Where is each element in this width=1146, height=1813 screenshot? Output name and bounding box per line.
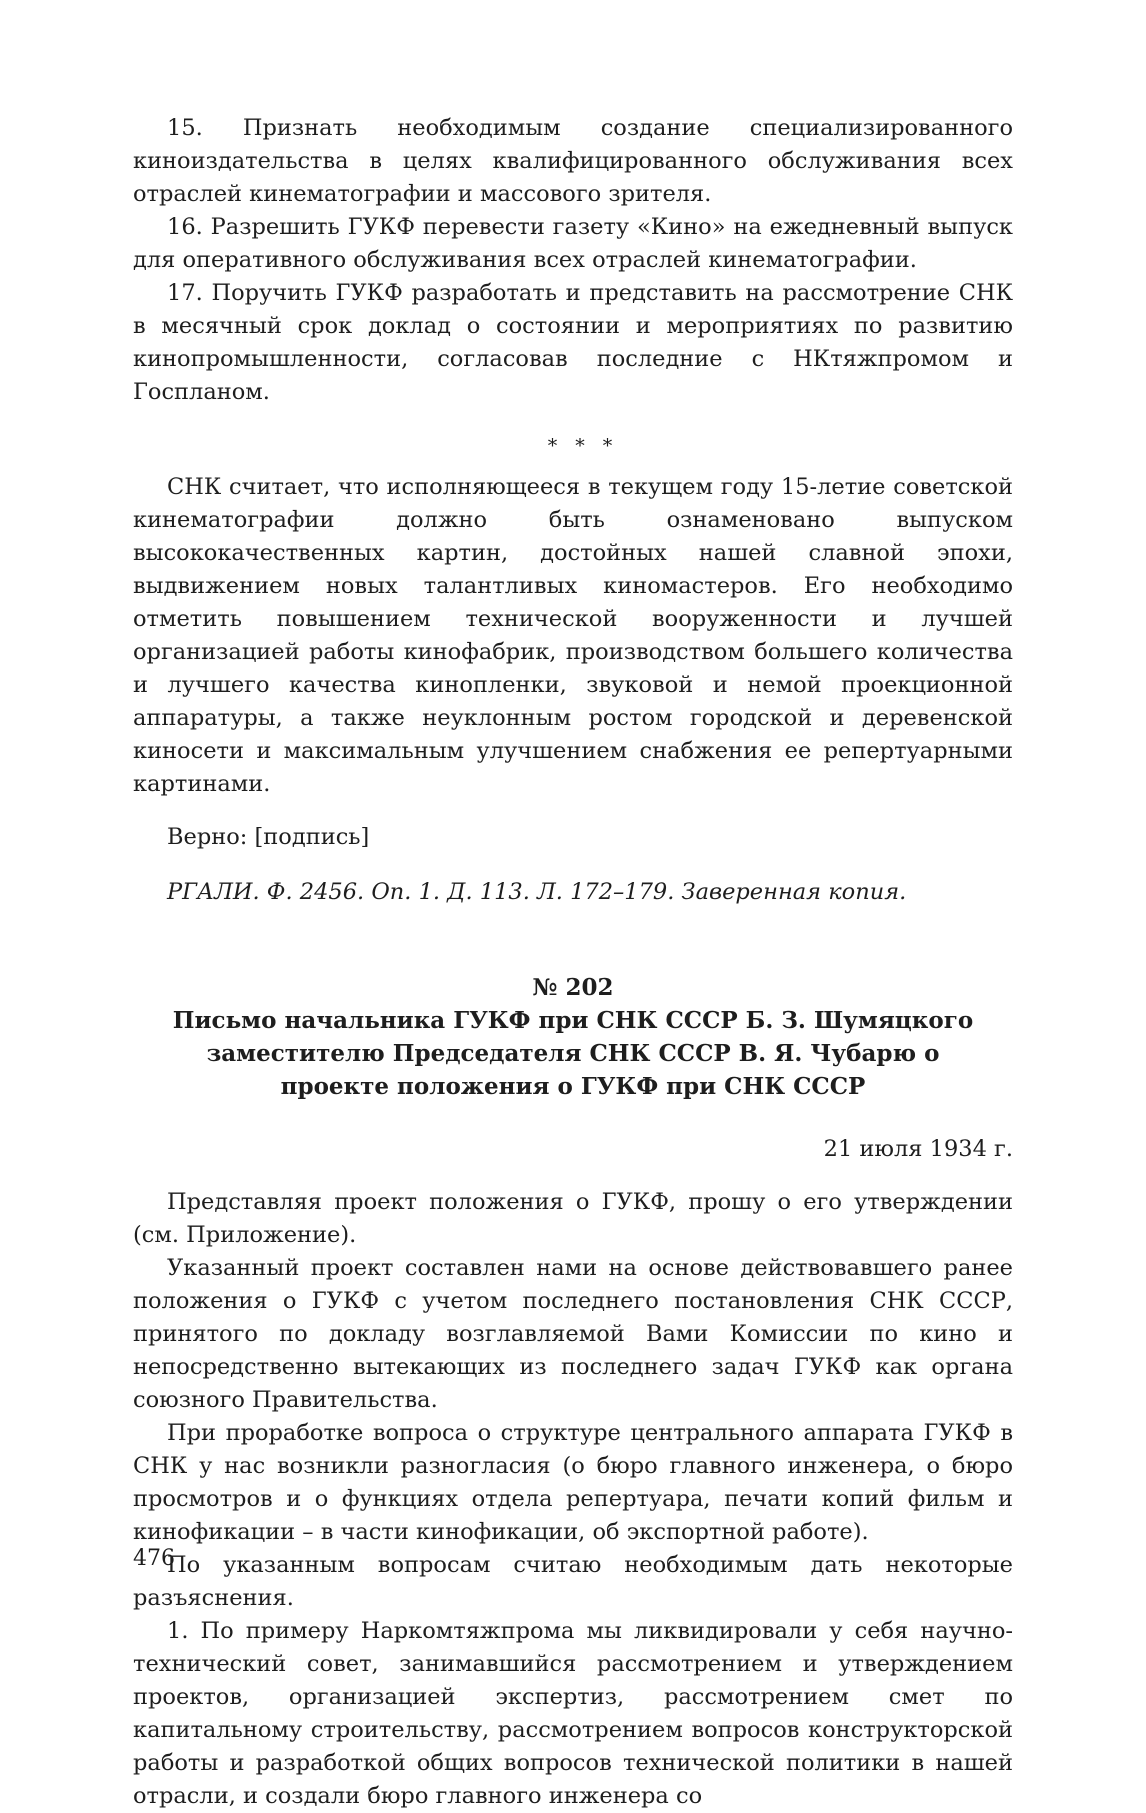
paragraph-item-17: 17. Поручить ГУКФ разработать и представить на рассмотрение СНК в месячный срок доклад о состоянии и мероприятиях по развитию кинопромышленности, согласовав последние с НКтяжпромом и Госпланом. (133, 280, 1013, 405)
letter-paragraph: По указанным вопросам считаю необходимым дать некоторые разъяснения. (133, 1552, 1013, 1611)
document-title: Письмо начальника ГУКФ при СНК СССР Б. З. Шумяцкого заместителю Председателя СНК СССР В. Я. Чубарю о проекте положения о ГУКФ при СНК СССР (172, 1007, 974, 1100)
paragraph-item-16: 16. Разрешить ГУКФ перевести газету «Кино» на ежедневный выпуск для оперативного обслуживания всех отраслей кинематографии. (133, 214, 1013, 273)
letter-paragraph: Указанный проект составлен нами на основе действовавшего ранее положения о ГУКФ с учетом последнего постановления СНК СССР, принятого по докладу возглавляемой Вами Комиссии по кино и непосредственно вытекающих из последнего задач ГУКФ как органа союзного Правительства. (133, 1255, 1013, 1413)
section-separator: * * * (547, 435, 619, 457)
document-date: 21 июля 1934 г. (823, 1136, 1013, 1162)
archive-source-reference: РГАЛИ. Ф. 2456. Оп. 1. Д. 113. Л. 172–179. Заверенная копия. (167, 879, 907, 905)
letter-paragraph: Представляя проект положения о ГУКФ, прошу о его утверждении (см. Приложение). (133, 1189, 1013, 1248)
letter-paragraph: 1. По примеру Наркомтяжпрома мы ликвидировали у себя научно-технический совет, занимавшийся рассмотрением и утверждением проектов, организацией экспертиз, рассмотрением смет по капитальному строительству, рассмотрением вопросов конструкторской работы и разработкой общих вопросов технической политики в нашей отрасли, и создали бюро главного инженера со (133, 1618, 1013, 1809)
closing-paragraph: СНК считает, что исполняющееся в текущем году 15-летие советской кинематографии должно быть ознаменовано выпуском высококачественных картин, достойных нашей славной эпохи, выдвижением новых талантливых киномастеров. Его необходимо отметить повышением технической вооруженности и лучшей организацией работы кинофабрик, производством большего количества и лучшего качества кинопленки, звуковой и немой проекционной аппаратуры, а также неуклонным ростом городской и деревенской киносети и максимальным улучшением снабжения ее репертуарными картинами. (133, 474, 1013, 797)
page-number: 476 (133, 1546, 175, 1571)
document-page (133, 112, 1013, 1809)
letter-paragraph: При проработке вопроса о структуре центрального аппарата ГУКФ в СНК у нас возникли разногласия (о бюро главного инженера, о бюро просмотров и о функциях отдела репертуара, печати копий фильм и кинофикации – в части кинофикации, об экспортной работе). (133, 1420, 1013, 1545)
paragraph-item-15: 15. Признать необходимым создание специализированного киноиздательства в целях квалифицированного обслуживания всех отраслей кинематографии и массового зрителя. (133, 115, 1013, 207)
certification-signature: Верно: [подпись] (167, 824, 370, 850)
document-number: № 202 (532, 974, 614, 1001)
